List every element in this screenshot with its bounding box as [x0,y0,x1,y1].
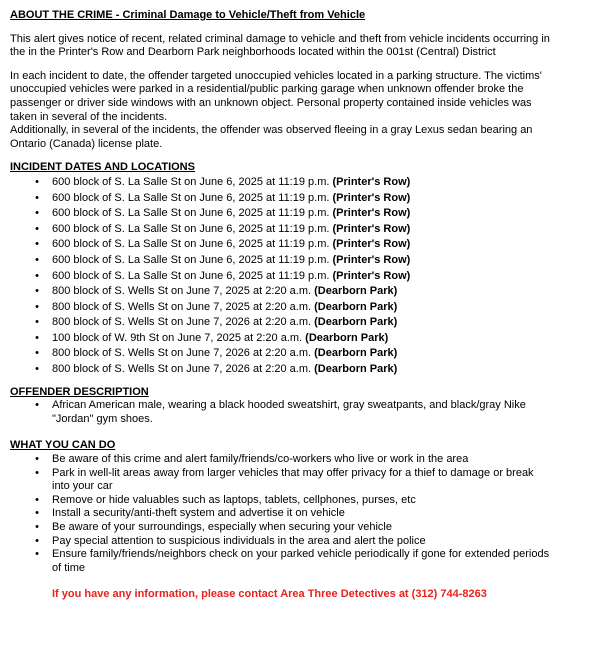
about-paragraph-notice: This alert gives notice of recent, related criminal damage to vehicle and theft from vehicle incidents occurring in the in the Printer's Row and Dearborn Park neighborhoods located within the 001st (Central) District [10,32,550,59]
bullet-icon: • [35,316,39,329]
bullet-icon: • [35,175,39,188]
list-item [10,253,552,269]
incident-area: (Dearborn Park) [314,316,398,329]
incident-area: (Printer's Row) [332,191,411,204]
bullet-icon: • [35,466,39,479]
list-item [10,175,552,191]
list-item [10,548,552,575]
list-item [10,222,552,238]
incident-text: 600 block of S. La Salle St on June 6, 2025 at 11:19 p.m. [52,269,330,282]
about-crime-heading: ABOUT THE CRIME - Criminal Damage to Vehicle/Theft from Vehicle [10,9,366,21]
bullet-icon: • [35,493,39,506]
bullet-icon: • [35,534,39,547]
action-text: Be aware of this crime and alert family/friends/co-workers who live or work in the area [52,453,469,466]
incident-text: 600 block of S. La Salle St on June 6, 2025 at 11:19 p.m. [52,253,330,266]
list-item [10,269,552,285]
bullet-icon: • [35,363,39,376]
list-item [10,535,552,549]
incident-area: (Dearborn Park) [314,347,398,360]
bullet-icon: • [35,453,39,466]
bullet-icon: • [35,331,39,344]
about-paragraph-details: In each incident to date, the offender targeted unoccupied vehicles located in a parking structure. The victims' unoccupied vehicles were parked in a residential/public parking garage when unknown offender broke the passenger or driver side windows with an unknown object. Personal property contained inside vehicles was taken in several of the incidents. [10,69,542,123]
bullet-icon: • [35,507,39,520]
incident-area: (Dearborn Park) [305,331,389,344]
action-text: Be aware of your surroundings, especially when securing your vehicle [52,521,392,533]
list-item [10,346,552,362]
incident-area: (Printer's Row) [332,207,411,220]
actions-list [10,453,593,575]
incident-text: 800 block of S. Wells St on June 7, 2026 at 2:20 a.m. [52,316,312,329]
incident-dates-heading: INCIDENT DATES AND LOCATIONS [10,161,195,174]
incident-text: 600 block of S. La Salle St on June 6, 2025 at 11:19 p.m. [52,207,330,220]
bullet-icon: • [35,285,39,298]
incident-area: (Dearborn Park) [314,363,398,376]
list-item [10,399,552,426]
incident-list [10,175,593,378]
list-item [10,206,552,222]
incident-area: (Dearborn Park) [314,300,398,313]
action-text: Install a security/anti-theft system and advertise it on vehicle [52,507,345,520]
bullet-icon: • [35,207,39,220]
list-item [10,453,552,467]
bullet-icon: • [35,399,39,412]
about-paragraph-vehicle: Additionally, in several of the incidents, the offender was observed fleeing in a gray Lexus sedan bearing an Ontario (Canada) license plate. [10,124,533,150]
incident-area: (Printer's Row) [332,269,411,282]
incident-text: 800 block of S. Wells St on June 7, 2025 at 2:20 a.m. [52,285,312,298]
list-item [10,467,552,494]
incident-text: 600 block of S. La Salle St on June 6, 2025 at 11:19 p.m. [52,191,330,204]
bullet-icon: • [35,222,39,235]
list-item [10,521,552,535]
bullet-icon: • [35,191,39,204]
list-item [10,331,552,347]
incident-area: (Dearborn Park) [314,285,398,298]
list-item [10,237,552,253]
incident-area: (Printer's Row) [332,253,411,266]
incident-text: 800 block of S. Wells St on June 7, 2026 at 2:20 a.m. [52,347,312,360]
incident-area: (Printer's Row) [332,175,411,188]
incident-text: 800 block of S. Wells St on June 7, 2025 at 2:20 a.m. [52,300,312,313]
action-text: Remove or hide valuables such as laptops, tablets, cellphones, purses, etc [52,493,416,506]
list-item [10,284,552,300]
incident-text: 600 block of S. La Salle St on June 6, 2025 at 11:19 p.m. [52,175,330,188]
incident-text: 100 block of W. 9th St on June 7, 2025 at 2:20 a.m. [52,331,303,344]
incident-area: (Printer's Row) [332,222,411,235]
bullet-icon: • [35,253,39,266]
bullet-icon: • [35,347,39,360]
list-item [10,191,552,207]
bullet-icon: • [35,548,39,561]
list-item [10,362,552,378]
list-item [10,494,552,508]
what-you-can-do-heading: WHAT YOU CAN DO [10,439,116,452]
incident-text: 600 block of S. La Salle St on June 6, 2025 at 11:19 p.m. [52,238,330,251]
offender-description-heading: OFFENDER DESCRIPTION [10,385,149,398]
incident-text: 800 block of S. Wells St on June 7, 2026 at 2:20 a.m. [52,363,312,376]
bullet-icon: • [35,300,39,313]
bullet-icon: • [35,238,39,251]
action-text: Ensure family/friends/neighbors check on your parked vehicle periodically if gone for extended periods of time [52,548,550,574]
incident-text: 600 block of S. La Salle St on June 6, 2025 at 11:19 p.m. [52,222,330,235]
incident-area: (Printer's Row) [332,238,411,251]
list-item [10,315,552,331]
action-text: Park in well-lit areas away from larger vehicles that may offer privacy for a thief to damage or break into your car [52,466,534,493]
offender-text: African American male, wearing a black hooded sweatshirt, gray sweatpants, and black/gray Nike "Jordan" gym shoes. [52,399,526,425]
list-item [10,300,552,316]
list-item [10,507,552,521]
offender-list [10,399,593,426]
contact-information: If you have any information, please contact Area Three Detectives at (312) 744-8263 [52,588,487,601]
bullet-icon: • [35,269,39,282]
bullet-icon: • [35,521,39,533]
action-text: Pay special attention to suspicious individuals in the area and alert the police [52,534,426,547]
